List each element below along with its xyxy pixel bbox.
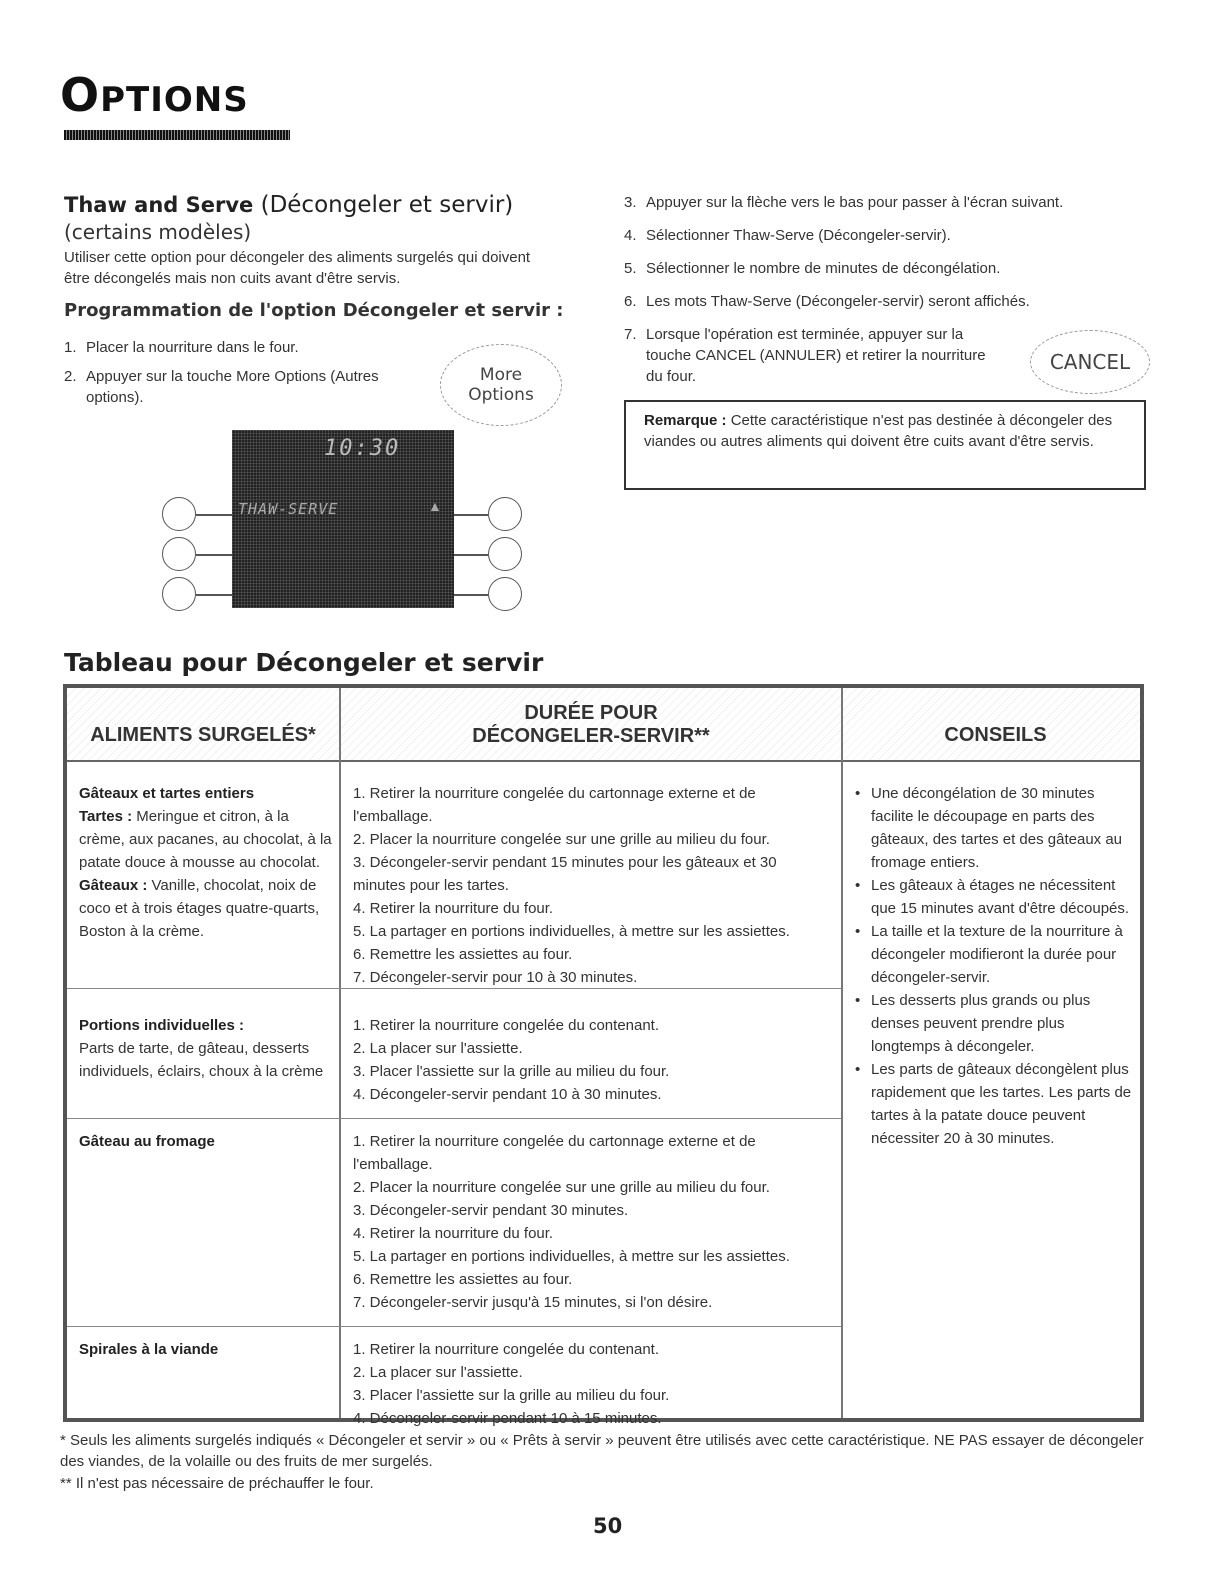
table-step: 1. Retirer la nourriture congelée du contenant.: [353, 1341, 660, 1358]
steps-cell: [353, 1338, 833, 1430]
food-cell: Gâteau au fromage: [79, 1133, 215, 1150]
table-step: 3. Placer l'assiette sur la grille au milieu du four.: [353, 1063, 670, 1080]
footnote-preheat: ** Il n'est pas nécessaire de préchauffer le four.: [60, 1475, 374, 1492]
right-knob-1[interactable]: [488, 497, 522, 531]
thaw-serve-table: [63, 684, 1144, 1427]
food-cell: Gâteaux et tartes entiers: [79, 785, 255, 802]
row-divider: [67, 1326, 841, 1327]
step-item: 7. Lorsque l'opération est terminée, appuyer sur la touche CANCEL (ANNULER) et retirer la nourriture du four.: [624, 326, 986, 385]
tip-item: • La taille et la texture de la nourriture à décongeler modifieront la durée pour décongeler-servir.: [855, 920, 1135, 989]
tip-item: • Les parts de gâteaux décongèlent plus rapidement que les tartes. Les parts de tartes à la patate douce peuvent nécessiter 20 à 30 minutes.: [855, 1058, 1135, 1150]
knob-connector: [454, 594, 488, 596]
header-duration-line2: DÉCONGELER-SERVIR**: [472, 725, 710, 747]
step-item: 6. Les mots Thaw-Serve (Décongeler-servir) seront affichés.: [624, 293, 1030, 310]
display-mode: THAW-SERVE: [238, 500, 339, 518]
table-title: Tableau pour Décongeler et servir: [64, 648, 544, 677]
row-divider: [67, 1118, 841, 1119]
more-options-key[interactable]: [440, 344, 562, 426]
tip-item: • Les gâteaux à étages ne nécessitent que 15 minutes avant d'être découpés.: [855, 874, 1135, 920]
tip-item: • Les desserts plus grands ou plus denses peuvent prendre plus longtemps à décongeler.: [855, 989, 1135, 1058]
header-frozen-foods: ALIMENTS SURGELÉS*: [90, 724, 316, 746]
programming-heading: Programmation de l'option Décongeler et servir :: [64, 300, 564, 321]
footnote-frozen: * Seuls les aliments surgelés indiqués « Décongeler et servir » ou « Prêts à servir » peuvent être utilisés avec cette caractéristique. NE PAS essayer de décongeler des viandes, de la volaille ou des fruits de mer surgelés.: [60, 1432, 1144, 1470]
table-step: 6. Remettre les assiettes au four.: [353, 946, 573, 963]
intro-text: Utiliser cette option pour décongeler des aliments surgelés qui doivent être décongelés mais non cuits avant d'être servis.: [64, 249, 531, 287]
display-time: 10:30: [324, 436, 401, 461]
steps-cell: [353, 1130, 833, 1314]
left-knob-1[interactable]: [162, 497, 196, 531]
table-step: 2. La placer sur l'assiette.: [353, 1040, 523, 1057]
table-step: 2. La placer sur l'assiette.: [353, 1364, 523, 1381]
models-note: (certains modèles): [64, 220, 252, 244]
header-duration: [341, 702, 841, 748]
control-display: [232, 430, 454, 608]
cancel-key[interactable]: [1030, 330, 1150, 394]
knob-connector: [196, 514, 232, 516]
table-step: 5. La partager en portions individuelles, à mettre sur les assiettes.: [353, 1248, 790, 1265]
table-step: 4. Retirer la nourriture du four.: [353, 1225, 554, 1242]
header-duration-line1: DURÉE POUR: [524, 702, 658, 724]
steps-cell: [353, 1014, 833, 1106]
up-arrow-icon: ▲: [428, 498, 442, 514]
table-step: 4. Décongeler-servir pendant 10 à 15 minutes.: [353, 1410, 662, 1427]
food-cell: Portions individuelles :: [79, 1017, 245, 1034]
page-title: OPTIONS: [60, 68, 249, 122]
note-text: Cette caractéristique n'est pas destinée à décongeler des viandes ou autres aliments qui doivent être cuits avant d'être servis.: [644, 412, 1113, 450]
table-row: [79, 782, 335, 943]
note-box: [624, 400, 1146, 490]
right-knob-3[interactable]: [488, 577, 522, 611]
steps-left: [64, 337, 394, 408]
table-step: 7. Décongeler-servir jusqu'à 15 minutes, si l'on désire.: [353, 1294, 713, 1311]
food-cell: Parts de tarte, de gâteau, desserts individuels, éclairs, choux à la crème: [79, 1040, 324, 1080]
options-key-label: Options: [468, 385, 534, 405]
column-divider: [339, 688, 341, 1418]
table-header: [67, 688, 1140, 762]
table-step: 6. Remettre les assiettes au four.: [353, 1271, 573, 1288]
column-divider: [841, 688, 843, 1418]
table-step: 4. Décongeler-servir pendant 10 à 30 minutes.: [353, 1086, 662, 1103]
table-row: [79, 1130, 335, 1153]
table-step: 3. Décongeler-servir pendant 30 minutes.: [353, 1202, 629, 1219]
right-knob-2[interactable]: [488, 537, 522, 571]
table-step: 1. Retirer la nourriture congelée du cartonnage externe et de l'emballage.: [353, 785, 756, 825]
table-step: 7. Décongeler-servir pour 10 à 30 minutes.: [353, 969, 638, 986]
table-step: 1. Retirer la nourriture congelée du cartonnage externe et de l'emballage.: [353, 1133, 756, 1173]
title-rule: [64, 130, 290, 140]
table-step: 3. Placer l'assiette sur la grille au milieu du four.: [353, 1387, 670, 1404]
steps-cell: [353, 782, 833, 989]
step-item: 2. Appuyer sur la touche More Options (Autres options).: [64, 368, 379, 406]
step-item: 3. Appuyer sur la flèche vers le bas pour passer à l'écran suivant.: [624, 194, 1064, 211]
page-number: 50: [593, 1514, 623, 1538]
table-step: 3. Décongeler-servir pendant 15 minutes pour les gâteaux et 30 minutes pour les tartes.: [353, 854, 777, 894]
food-cell: Tartes : Meringue et citron, à la crème, aux pacanes, au chocolat, à la patate douce à mousse au chocolat.: [79, 808, 332, 871]
table-row: [79, 1338, 335, 1361]
step-item: 5. Sélectionner le nombre de minutes de décongélation.: [624, 260, 1001, 277]
left-knob-3[interactable]: [162, 577, 196, 611]
food-cell: Gâteaux : Vanille, chocolat, noix de coco et à trois étages quatre-quarts, Boston à la crème.: [79, 877, 320, 940]
tips-list: [855, 782, 1135, 1150]
table-step: 5. La partager en portions individuelles, à mettre sur les assiettes.: [353, 923, 790, 940]
table-step: 2. Placer la nourriture congelée sur une grille au milieu du four.: [353, 831, 770, 848]
tip-item: • Une décongélation de 30 minutes facilite le découpage en parts des gâteaux, des tartes et des gâteaux au fromage entiers.: [855, 782, 1135, 874]
left-knob-2[interactable]: [162, 537, 196, 571]
knob-connector: [196, 594, 232, 596]
table-step: 1. Retirer la nourriture congelée du contenant.: [353, 1017, 660, 1034]
table-row: [79, 1014, 335, 1083]
more-key-label: More: [479, 365, 523, 385]
note-label: Remarque :: [644, 412, 727, 429]
step-item: 1. Placer la nourriture dans le four.: [64, 339, 299, 356]
section-heading: Thaw and Serve (Décongeler et servir): [64, 192, 514, 218]
food-cell: Spirales à la viande: [79, 1341, 219, 1358]
table-step: 2. Placer la nourriture congelée sur une grille au milieu du four.: [353, 1179, 770, 1196]
knob-connector: [454, 554, 488, 556]
knob-connector: [196, 554, 232, 556]
header-tips: CONSEILS: [944, 724, 1047, 746]
cancel-key-label: CANCEL: [1049, 350, 1131, 374]
table-step: 4. Retirer la nourriture du four.: [353, 900, 554, 917]
step-item: 4. Sélectionner Thaw-Serve (Décongeler-servir).: [624, 227, 951, 244]
knob-connector: [454, 514, 488, 516]
